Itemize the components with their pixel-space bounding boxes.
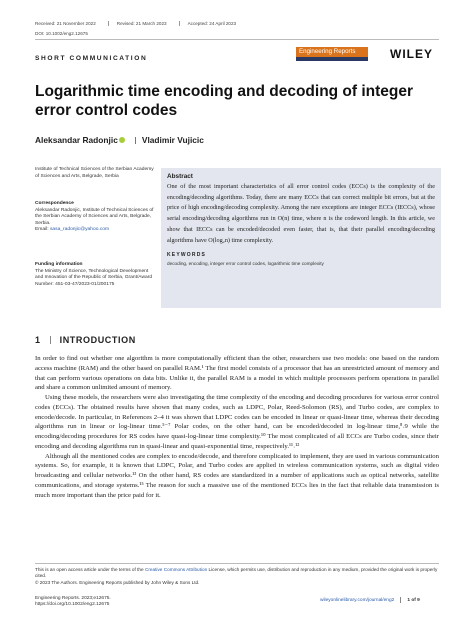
- journal-logo-bar: [296, 57, 368, 61]
- citation-text: Engineering Reports. 2023;e12675.: [35, 596, 111, 601]
- accepted-date: Accepted: 24 April 2023: [179, 21, 237, 26]
- correspondence-heading: Correspondence: [35, 201, 74, 206]
- copyright-text: © 2023 The Authors. Engineering Reports published by John Wiley & Sons Ltd.: [35, 579, 200, 585]
- correspondence-block: [35, 201, 157, 234]
- license-link[interactable]: Creative Commons Attribution: [144, 567, 208, 572]
- paragraph: In order to find out whether one algorithm is more computationally efficient than the other, researchers use two models: one based on the random access machine (RAM) and the other based on parallel RAM.¹ The first model consists of a processor that has an unrestricted amount of memory and that can perform various operations on data bits. Unlike it, the parallel RAM is a model in which multiple processors perform operations in parallel and share a common unlimited amount of memory.: [35, 355, 439, 392]
- section-title: INTRODUCTION: [59, 335, 136, 345]
- keywords-heading: KEYWORDS: [167, 252, 207, 259]
- abstract-box: [161, 168, 441, 308]
- email-link[interactable]: sasa_radonjic@yahoo.com: [49, 227, 110, 233]
- doi-label: DOI: 10.1002/eng2.12675: [35, 31, 88, 36]
- page-footer: [320, 597, 420, 603]
- section-heading: [35, 335, 136, 345]
- publisher-logo: WILEY: [390, 47, 433, 61]
- body-text: [35, 354, 439, 500]
- correspondence-text: Aleksandar Radonjic, Institute of Technical Sciences of the Serbian Academy of Sciences and Arts, Belgrade, Serbia.: [35, 207, 154, 226]
- funding-text: The Ministry of Science, Technological Development and Innovation of the Republic of Serbia, Grant/Award Number: 451-03-47/2023-01/200175: [35, 268, 153, 287]
- header-divider: [35, 39, 439, 40]
- author-name[interactable]: Vladimir Vujicic: [141, 135, 204, 145]
- abstract-heading: Abstract: [167, 173, 193, 180]
- paper-title: Logarithmic time encoding and decoding of integer error control codes: [35, 83, 414, 119]
- license-footnote: [35, 567, 439, 586]
- author-name[interactable]: Aleksandar Radonjic: [35, 135, 118, 145]
- journal-url-link[interactable]: wileyonlinelibrary.com/journal/eng2: [320, 597, 395, 603]
- footnote-divider: [35, 563, 439, 564]
- keywords-list: decoding, encoding, integer error control codes, logarithmic time complexity: [167, 261, 324, 267]
- paragraph: Using these models, the researchers were also investigating the time complexity of the encoding and decoding procedures for various error control codes (ECCs). The obtained results have shown that many codes, such as LDPC, Polar, Reed-Solomon (RS), and Turbo codes, are complex to encode/decode. In particular, in References 2–4 it was shown that LDPC codes can be encoded in linear or quasi-linear time, whereas their decoding algorithms run in linear or log-linear time.⁵⁻⁷ Polar codes, on the other hand, can be encoded/decoded in log-linear time,⁸˒9 while the encoding/decoding procedures for RS codes have quasi-log-linear time complexity.¹⁰ The most complicated of all ECCs are Turbo codes, since their encoding and decoding algorithms run in quasi-linear and quasi-exponential time, respectively.¹¹˒¹²: [35, 394, 439, 450]
- citation-info: [35, 596, 111, 609]
- license-text: This is an open access article under the terms of the: [35, 567, 145, 572]
- section-divider: [50, 336, 51, 344]
- author-list: [35, 135, 204, 145]
- journal-logo: Engineering Reports: [296, 47, 368, 57]
- author-divider: [135, 137, 136, 144]
- orcid-icon[interactable]: [119, 137, 125, 143]
- affiliation: Institute of Technical Sciences of the Serbian Academy of Sciences and Arts, Belgrade, Serbia: [35, 167, 154, 179]
- doi-link[interactable]: https://doi.org/10.1002/eng2.12675: [35, 602, 110, 608]
- footer-divider: [400, 597, 401, 603]
- funding-heading: Funding information: [35, 262, 83, 267]
- received-date: Received: 21 November 2022: [35, 21, 96, 26]
- page-number: 1 of 9: [407, 597, 420, 603]
- publication-dates: [35, 21, 445, 26]
- funding-block: [35, 262, 157, 288]
- license-text: License, which permits use, distribution and reproduction in any medium, provided the original work is properly cited.: [35, 567, 438, 579]
- email-label: Email:: [35, 227, 50, 233]
- revised-date: Revised: 21 March 2023: [108, 21, 167, 26]
- section-number: 1: [35, 335, 41, 345]
- paragraph: Although all the mentioned codes are complex to encode/decode, and therefore complicated to implement, they are used in various communication systems. So, for example, it is known that LDPC, Polar, and Turbo codes are applied in wireless communication systems, such as digital video broadcasting and cellular networks.¹³ On the other hand, RS codes are standardized in a number of applications such as optical networks, satellite communications, and storage systems.¹⁵ The reason for such a massive use of the mentioned ECCs lies in the fact that reliable data transmission is much more important than the price paid for it.: [35, 452, 439, 499]
- abstract-text: One of the most important characteristics of all error control codes (ECCs) is the complexity of the encoding/decoding algorithms. Today, there are many ECCs that can correct multiple bit errors, but at the price of high encoding/decoding complexity. Among the rare exceptions are integer ECCs (IECCs), whose serial encoding/decoding algorithms run in O(n) time, where n is the codeword length. In this article, we show that IECCs can be encoded/decoded even faster, that is, that their parallel encoding/decoding algorithms have O(log₂n) time complexity.: [167, 183, 435, 244]
- article-type: SHORT COMMUNICATION: [35, 55, 148, 62]
